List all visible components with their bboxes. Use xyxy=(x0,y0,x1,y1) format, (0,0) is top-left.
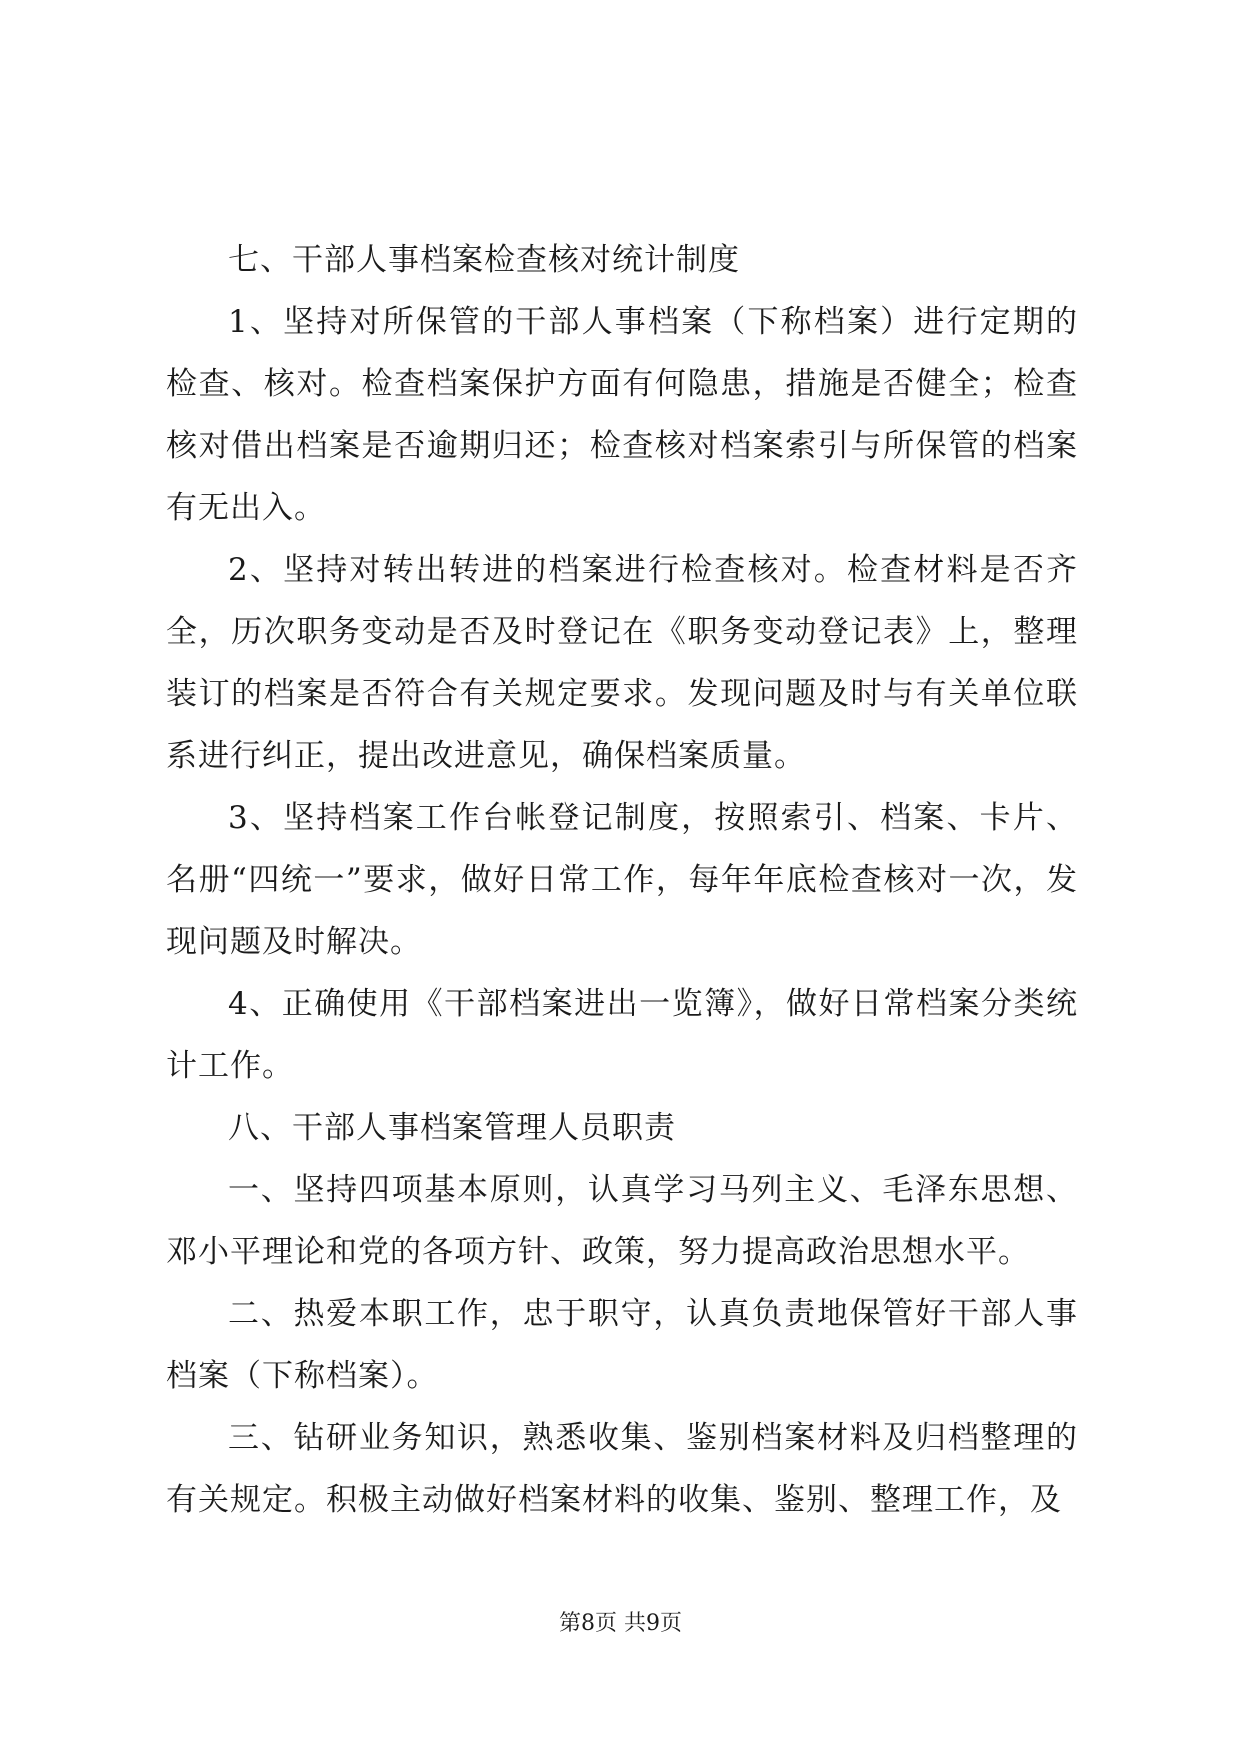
paragraph-3: 3、坚持档案工作台帐登记制度，按照索引、档案、卡片、名册“四统一”要求，做好日常工作，每年年底检查核对一次，发现问题及时解决。 xyxy=(166,800,1078,960)
section-heading-7: 七、干部人事档案检查核对统计制度 xyxy=(228,242,740,278)
duty-item-1: 一、坚持四项基本原则，认真学习马列主义、毛泽东思想、邓小平理论和党的各项方针、政策，努力提高政治思想水平。 xyxy=(166,1172,1078,1270)
duty-item-3: 三、钻研业务知识，熟悉收集、鉴别档案材料及归档整理的有关规定。积极主动做好档案材料的收集、鉴别、整理工作，及 xyxy=(166,1420,1078,1518)
paragraph-1: 1、坚持对所保管的干部人事档案（下称档案）进行定期的检查、核对。检查档案保护方面有何隐患，措施是否健全；检查核对借出档案是否逾期归还；检查核对档案索引与所保管的档案有无出入。 xyxy=(166,304,1078,526)
duty-item-2: 二、热爱本职工作，忠于职守，认真负责地保管好干部人事档案（下称档案）。 xyxy=(166,1296,1078,1394)
paragraph-4: 4、正确使用《干部档案进出一览簿》，做好日常档案分类统计工作。 xyxy=(166,986,1078,1084)
document-body xyxy=(166,229,1078,1531)
section-heading-8: 八、干部人事档案管理人员职责 xyxy=(228,1110,676,1146)
paragraph-2: 2、坚持对转出转进的档案进行检查核对。检查材料是否齐全，历次职务变动是否及时登记在《职务变动登记表》上，整理装订的档案是否符合有关规定要求。发现问题及时与有关单位联系进行纠正，提出改进意见，确保档案质量。 xyxy=(166,552,1078,774)
page-number-footer: 第8页 共9页 xyxy=(559,1611,682,1636)
